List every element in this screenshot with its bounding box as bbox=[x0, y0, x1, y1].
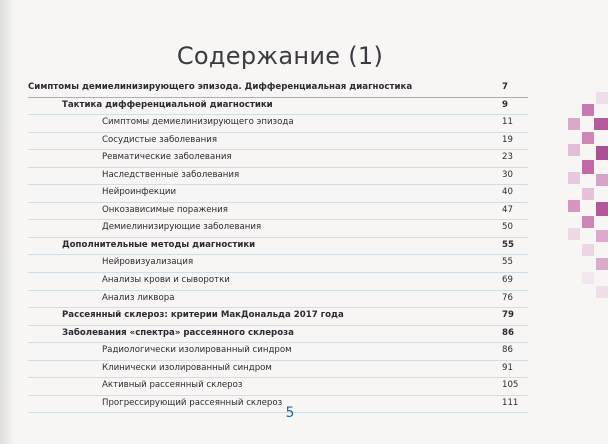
toc-entry bbox=[28, 273, 528, 291]
toc-entry bbox=[28, 80, 528, 98]
toc-entry bbox=[28, 343, 528, 361]
toc-entry-page: 55 bbox=[502, 257, 513, 268]
toc-entry-text: Заболевания «спектра» рассеянного склероза bbox=[62, 327, 294, 338]
toc-entry bbox=[28, 291, 528, 309]
toc-entry bbox=[28, 238, 528, 256]
toc-entry-page: 40 bbox=[502, 187, 513, 198]
toc-entry bbox=[28, 133, 528, 151]
toc-entry bbox=[28, 378, 528, 396]
toc-entry-text: Анализ ликвора bbox=[102, 292, 175, 303]
toc-entry bbox=[28, 150, 528, 168]
toc-entry-text: Сосудистые заболевания bbox=[102, 134, 218, 145]
toc-entry-text: Нейровизуализация bbox=[102, 257, 194, 268]
toc-entry bbox=[28, 98, 528, 116]
toc-entry-page: 47 bbox=[502, 204, 513, 215]
toc-entry bbox=[28, 115, 528, 133]
toc-entry-page: 30 bbox=[502, 169, 513, 180]
toc-entry-text: Тактика дифференциальной диагностики bbox=[62, 99, 273, 110]
toc-entry-text: Дополнительные методы диагностики bbox=[62, 239, 256, 250]
toc-entry-text: Онкозависимые поражения bbox=[102, 204, 228, 215]
toc-entry-page: 86 bbox=[502, 327, 514, 338]
toc-entry-text: Ревматические заболевания bbox=[102, 152, 232, 163]
toc-entry-text: Клинически изолированный синдром bbox=[102, 362, 272, 373]
page-title: Содержание (1) bbox=[176, 42, 384, 70]
toc-entry-page: 50 bbox=[502, 222, 513, 233]
toc-entry bbox=[28, 220, 528, 238]
toc-entry-text: Симптомы демиелинизирующего эпизода bbox=[102, 117, 294, 128]
toc-entry-text: Прогрессирующий рассеянный склероз bbox=[102, 397, 283, 408]
toc-entry bbox=[28, 203, 528, 221]
toc-entry-text: Наследственные заболевания bbox=[102, 169, 240, 180]
toc-entry bbox=[28, 308, 528, 326]
toc-entry-page: 76 bbox=[502, 292, 513, 303]
toc-entry-page: 105 bbox=[502, 380, 519, 391]
toc-entry bbox=[28, 326, 528, 344]
toc-entry-page: 9 bbox=[502, 99, 508, 110]
toc-entry-page: 55 bbox=[502, 239, 514, 250]
toc-entry bbox=[28, 255, 528, 273]
toc-entry-text: Рассеянный склероз: критерии МакДональда 2017 года bbox=[62, 310, 344, 321]
page-number: 5 bbox=[285, 405, 295, 421]
toc-entry-page: 91 bbox=[502, 362, 513, 373]
toc-entry bbox=[28, 185, 528, 203]
toc-entry-text: Активный рассеянный склероз bbox=[102, 380, 243, 391]
toc-entry-page: 79 bbox=[502, 310, 514, 321]
toc-entry-text: Анализы крови и сыворотки bbox=[102, 275, 230, 286]
toc-entry bbox=[28, 361, 528, 379]
toc-entry-page: 69 bbox=[502, 275, 513, 286]
toc-entry-page: 23 bbox=[502, 152, 513, 163]
toc-entry bbox=[28, 168, 528, 186]
decorative-pink-squares bbox=[568, 0, 608, 444]
toc-entry-text: Нейроинфекции bbox=[102, 187, 177, 198]
toc-entry-page: 7 bbox=[502, 82, 508, 92]
toc-entry-page: 111 bbox=[502, 397, 519, 408]
toc-entry-text: Демиелинизирующие заболевания bbox=[102, 222, 262, 233]
toc-entry-page: 86 bbox=[502, 345, 513, 356]
toc-entry-page: 11 bbox=[502, 117, 513, 128]
toc-entry-text: Симптомы демиелинизирующего эпизода. Дифференциальная диагностика bbox=[28, 82, 413, 92]
toc-entry-text: Радиологически изолированный синдром bbox=[102, 345, 292, 356]
table-of-contents bbox=[28, 80, 528, 413]
toc-entry-page: 19 bbox=[502, 134, 513, 145]
